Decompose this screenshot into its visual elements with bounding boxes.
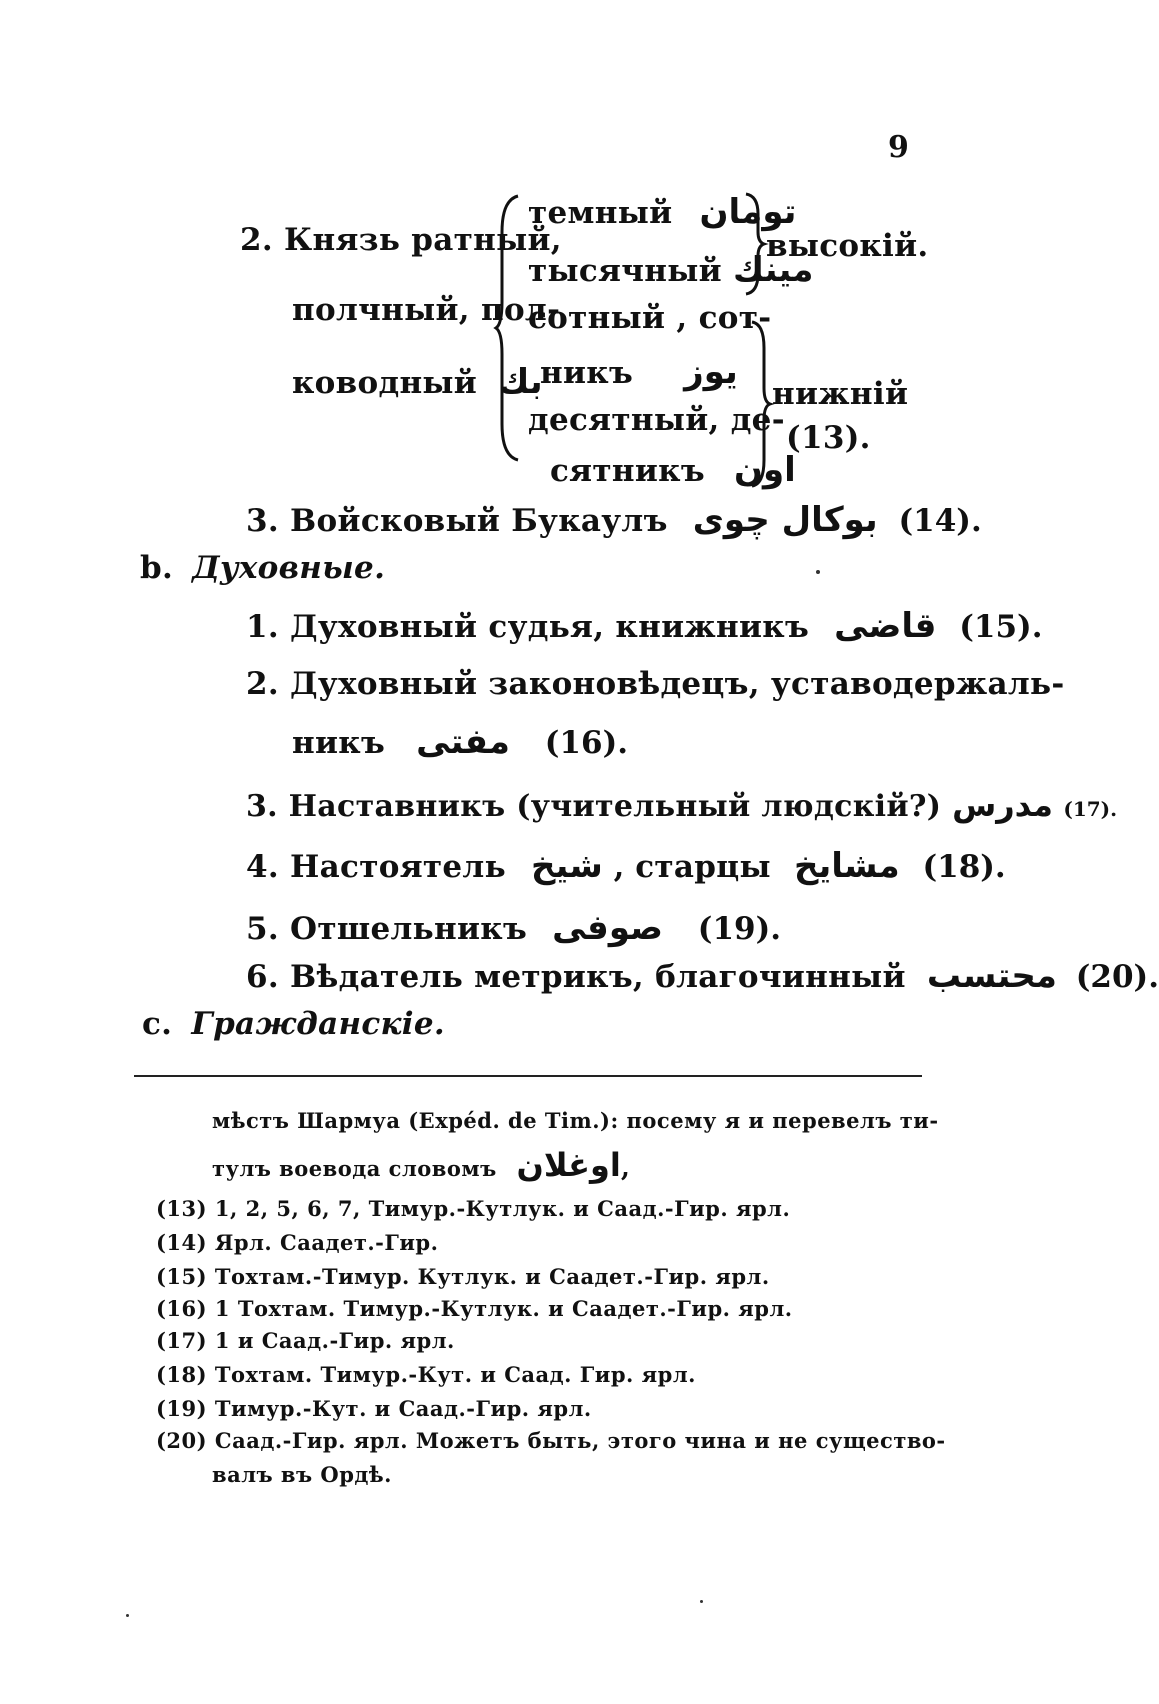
lower-right-brace — [748, 318, 774, 488]
b-item-1 — [246, 606, 1043, 646]
footnote-15: (15) Тохтам.-Тимур. Кутлук. и Саадет.-Гир. ярл. — [156, 1264, 770, 1289]
lower-line2 — [540, 352, 738, 392]
arabic-muhtasib: محتسب — [926, 956, 1057, 996]
footnote-20-cont: валъ въ Ордѣ. — [212, 1462, 392, 1487]
footnote-16: (16) 1 Тохтам. Тимур.-Кутлук. и Саадет.-Гир. ярл. — [156, 1296, 793, 1321]
b-item-4-text: 4. Настоятель — [246, 849, 506, 885]
lower-line4-text: сятникъ — [550, 453, 705, 489]
b-item-2: 2. Духовный законовѣдецъ, уставодержаль- — [246, 666, 1065, 702]
b-item-5 — [246, 908, 781, 948]
item3-line — [246, 500, 982, 540]
b-item-2-cont-text: никъ — [292, 725, 386, 761]
section-b-title: Духовные. — [192, 550, 386, 586]
speck-dot — [700, 1600, 703, 1603]
section-c-title: Гражданскіе. — [191, 1006, 446, 1042]
item3-text: 3. Войсковый Букаулъ — [246, 503, 668, 539]
lower-line3: десятный, де- — [528, 402, 785, 438]
arabic-sufi: صوفى — [552, 908, 663, 948]
footnote-19: (19) Тимур.-Кут. и Саад.-Гир. ярл. — [156, 1396, 592, 1421]
lower-line2-text: никъ — [540, 355, 634, 391]
arabic-qadi: قاضى — [834, 606, 937, 646]
item2-line2: полчный, пол- — [292, 292, 561, 328]
b-item-3-note: (17). — [1063, 797, 1118, 821]
b-item-3-text: 3. Наставникъ (учительный людскій?) — [246, 789, 942, 824]
arabic-mufti: مفتى — [416, 722, 510, 762]
b-item-6-text: 6. Вѣдатель метрикъ, благочинный — [246, 959, 906, 995]
section-c-heading — [142, 1006, 445, 1042]
b-item-5-text: 5. Отшельникъ — [246, 911, 528, 947]
footnote-18: (18) Тохтам. Тимур.-Кут. и Саад. Гир. ярл. — [156, 1362, 696, 1387]
section-b-letter: b. — [140, 550, 174, 586]
arabic-bukaul: بوكال چوى — [692, 500, 878, 540]
footnote-14: (14) Ярл. Саадет.-Гир. — [156, 1230, 439, 1255]
upper-right-brace — [742, 190, 768, 296]
b-item-6 — [246, 956, 1159, 996]
footnote-17: (17) 1 и Саад.-Гир. ярл. — [156, 1328, 455, 1353]
section-b-heading — [140, 550, 385, 586]
footnote-20: (20) Саад.-Гир. ярл. Можетъ быть, этого чина и не существо- — [156, 1428, 946, 1453]
item2-prefix: 2. Князь ратный, — [240, 222, 562, 258]
b-item-4-note: (18). — [922, 849, 1006, 885]
arabic-mudarris: مدرس — [952, 786, 1053, 824]
b-item-4 — [246, 846, 1006, 886]
item2-line3-text: ководный — [292, 365, 478, 401]
footnote-cont-end: , — [620, 1153, 630, 1183]
b-item-6-note: (20). — [1075, 959, 1159, 995]
arabic-yuz: يوز — [684, 352, 738, 392]
arabic-mashayikh: مشايخ — [793, 846, 900, 886]
lower-line1: сотный , сот- — [528, 300, 772, 336]
speck-dot — [126, 1614, 129, 1617]
arabic-on: اون — [734, 450, 796, 490]
footnote-rule — [134, 1075, 922, 1077]
footnote-13: (13) 1, 2, 5, 6, 7, Тимур.-Кутлук. и Саад.-Гир. ярл. — [156, 1196, 791, 1221]
upper-right-label: высокій. — [766, 228, 929, 264]
arabic-mink: مينك — [733, 250, 814, 290]
left-brace — [494, 192, 524, 462]
footnote-cont-line2-text: тулъ воевода словомъ — [212, 1156, 497, 1181]
lower-right-label2: (13). — [786, 420, 871, 456]
arabic-oglan: اوغلان — [516, 1146, 621, 1184]
upper-line2-text: тысячный — [528, 253, 722, 289]
b-item-3 — [246, 786, 1117, 824]
footnote-cont-line2 — [212, 1146, 630, 1184]
arabic-bek: بك — [498, 362, 543, 402]
lower-right-label1: нижній — [772, 376, 909, 412]
upper-line1-text: темный — [528, 195, 673, 231]
b-item-1-text: 1. Духовный судья, книжникъ — [246, 609, 810, 645]
arabic-tuman: تومان — [699, 192, 797, 232]
arabic-shaykh: شيخ — [531, 846, 603, 886]
b-item-1-note: (15). — [959, 609, 1043, 645]
speck-dot — [816, 570, 820, 574]
b-item-4-mid: , старцы — [613, 849, 771, 885]
page-number: 9 — [888, 130, 910, 165]
b-item-2-note: (16). — [544, 725, 629, 761]
section-c-letter: c. — [142, 1006, 173, 1042]
footnote-cont-line1: мѣстъ Шармуа (Expéd. de Tim.): посему я и перевелъ ти- — [212, 1108, 939, 1133]
item3-note: (14). — [898, 503, 982, 539]
b-item-2-cont — [292, 722, 628, 762]
b-item-5-note: (19). — [697, 911, 782, 947]
